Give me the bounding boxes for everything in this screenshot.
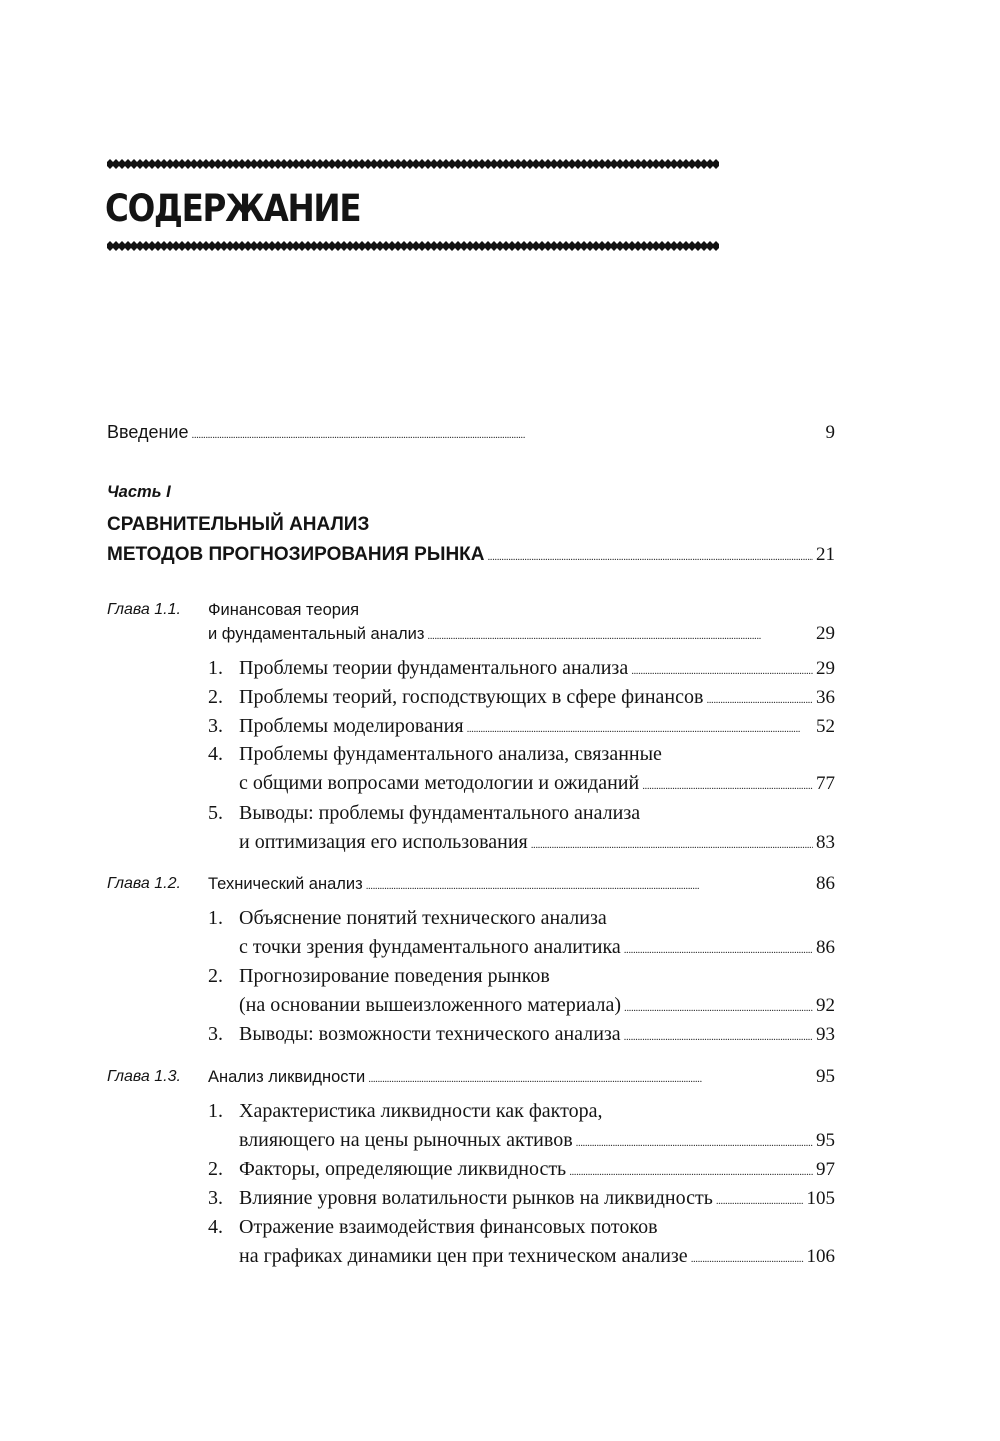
section-title: Проблемы теорий, господствующих в сфере финансов bbox=[239, 686, 704, 708]
section-number: 1. bbox=[208, 657, 223, 679]
section-number: 3. bbox=[208, 1187, 223, 1209]
part-title-line2: МЕТОДОВ ПРОГНОЗИРОВАНИЯ РЫНКА bbox=[107, 544, 485, 565]
dot-leader bbox=[642, 769, 813, 800]
section-title: Проблемы моделирования bbox=[239, 715, 464, 737]
toc-entry-intro[interactable] bbox=[107, 418, 835, 449]
section-title: Объяснение понятий технического анализа bbox=[239, 907, 607, 929]
dot-leader bbox=[691, 1242, 804, 1273]
toc-entry-section[interactable] bbox=[208, 1184, 835, 1215]
page-number: 21 bbox=[816, 544, 835, 565]
section-number: 1. bbox=[208, 907, 223, 929]
section-number: 2. bbox=[208, 1158, 223, 1180]
section-title: Характеристика ликвидности как фактора, bbox=[239, 1100, 603, 1122]
part-label: Часть I bbox=[107, 483, 171, 501]
section-number: 3. bbox=[208, 715, 223, 737]
chapter-label: Глава 1.1. bbox=[107, 601, 181, 618]
page-number: 95 bbox=[816, 1130, 835, 1151]
toc-entry-section[interactable] bbox=[208, 712, 835, 743]
chapter-label: Глава 1.2. bbox=[107, 875, 181, 892]
section-title-line1 bbox=[208, 740, 662, 768]
dot-leader bbox=[467, 712, 813, 743]
page-number: 105 bbox=[806, 1188, 835, 1209]
toc-entry-section[interactable] bbox=[239, 933, 835, 964]
page-number: 95 bbox=[816, 1066, 835, 1087]
section-title: Выводы: возможности технического анализа bbox=[239, 1023, 621, 1045]
chapter-label: Глава 1.3. bbox=[107, 1068, 181, 1085]
section-number: 5. bbox=[208, 802, 223, 824]
dot-leader bbox=[427, 621, 813, 650]
entry-title: Введение bbox=[107, 422, 189, 442]
toc-entry-chapter-1-2[interactable] bbox=[107, 870, 835, 900]
page-number: 86 bbox=[816, 937, 835, 958]
chapter-title: Анализ ликвидности bbox=[208, 1068, 366, 1086]
toc-entry-section[interactable] bbox=[208, 1155, 835, 1186]
section-title-line1 bbox=[208, 1213, 658, 1241]
toc-entry-section[interactable] bbox=[239, 828, 835, 859]
page-number: 77 bbox=[816, 773, 835, 794]
dot-leader bbox=[368, 1064, 813, 1093]
page-title: СОДЕРЖАНИЕ bbox=[105, 187, 361, 230]
page-number: 9 bbox=[825, 422, 835, 443]
section-number: 2. bbox=[208, 965, 223, 987]
dot-leader bbox=[192, 418, 823, 449]
section-title-line1 bbox=[208, 799, 640, 827]
section-title-line2: и оптимизация его использования bbox=[239, 831, 528, 853]
page-number: 86 bbox=[816, 873, 835, 894]
toc-entry-section[interactable] bbox=[208, 1020, 835, 1051]
toc-entry-section[interactable] bbox=[208, 654, 835, 685]
chapter-title-line1: Финансовая теория bbox=[208, 601, 360, 619]
dot-leader bbox=[624, 933, 813, 964]
section-number: 3. bbox=[208, 1023, 223, 1045]
page-number: 106 bbox=[806, 1246, 835, 1267]
page-number: 29 bbox=[816, 623, 835, 644]
dot-leader bbox=[624, 1020, 813, 1051]
section-number: 1. bbox=[208, 1100, 223, 1122]
dot-leader bbox=[631, 654, 813, 685]
section-number: 4. bbox=[208, 1216, 223, 1238]
section-title-line1 bbox=[208, 962, 550, 990]
toc-entry-section[interactable] bbox=[239, 769, 835, 800]
toc-entry-section[interactable] bbox=[208, 683, 835, 714]
toc-entry-section[interactable] bbox=[239, 1126, 835, 1157]
page-number: 97 bbox=[816, 1159, 835, 1180]
toc-entry-chapter-1-3[interactable] bbox=[107, 1063, 835, 1093]
page-number: 52 bbox=[816, 716, 835, 737]
toc-entry-section[interactable] bbox=[239, 1242, 835, 1273]
page-number: 93 bbox=[816, 1024, 835, 1045]
section-title-line2: с общими вопросами методологии и ожиданий bbox=[239, 772, 640, 794]
section-title: Отражение взаимодействия финансовых потоков bbox=[239, 1216, 658, 1238]
dot-leader bbox=[716, 1184, 804, 1215]
section-title-line2: на графиках динамики цен при техническом анализе bbox=[239, 1245, 688, 1267]
section-title-line2: (на основании вышеизложенного материала) bbox=[239, 994, 622, 1016]
dot-leader bbox=[569, 1155, 813, 1186]
section-title-line1 bbox=[208, 1097, 602, 1125]
section-title: Проблемы фундаментального анализа, связанные bbox=[239, 743, 662, 765]
toc-entry-part[interactable] bbox=[107, 541, 835, 571]
page-number: 29 bbox=[816, 658, 835, 679]
dot-leader bbox=[366, 871, 813, 900]
section-title: Прогнозирование поведения рынков bbox=[239, 965, 550, 987]
dot-leader bbox=[624, 991, 813, 1022]
toc-entry-chapter-1-1[interactable] bbox=[208, 620, 835, 650]
chapter-title: Технический анализ bbox=[208, 875, 363, 893]
dot-leader bbox=[706, 683, 813, 714]
section-number: 4. bbox=[208, 743, 223, 765]
page-number: 36 bbox=[816, 687, 835, 708]
part-title-line1: СРАВНИТЕЛЬНЫЙ АНАЛИЗ bbox=[107, 514, 370, 535]
section-title-line2: с точки зрения фундаментального аналитика bbox=[239, 936, 621, 958]
chapter-title-line2: и фундаментальный анализ bbox=[208, 625, 425, 643]
dot-leader bbox=[531, 828, 813, 859]
section-title: Влияние уровня волатильности рынков на ликвидность bbox=[239, 1187, 713, 1209]
page-number: 92 bbox=[816, 995, 835, 1016]
toc-entry-section[interactable] bbox=[239, 991, 835, 1022]
section-title: Проблемы теории фундаментального анализа bbox=[239, 657, 629, 679]
table-of-contents bbox=[107, 0, 837, 1441]
dot-leader bbox=[488, 542, 814, 571]
section-title-line1 bbox=[208, 904, 607, 932]
page-number: 83 bbox=[816, 832, 835, 853]
section-title: Факторы, определяющие ликвидность bbox=[239, 1158, 567, 1180]
section-title-line2: влияющего на цены рыночных активов bbox=[239, 1129, 573, 1151]
section-number: 2. bbox=[208, 686, 223, 708]
section-title: Выводы: проблемы фундаментального анализа bbox=[239, 802, 641, 824]
dot-leader bbox=[576, 1126, 813, 1157]
